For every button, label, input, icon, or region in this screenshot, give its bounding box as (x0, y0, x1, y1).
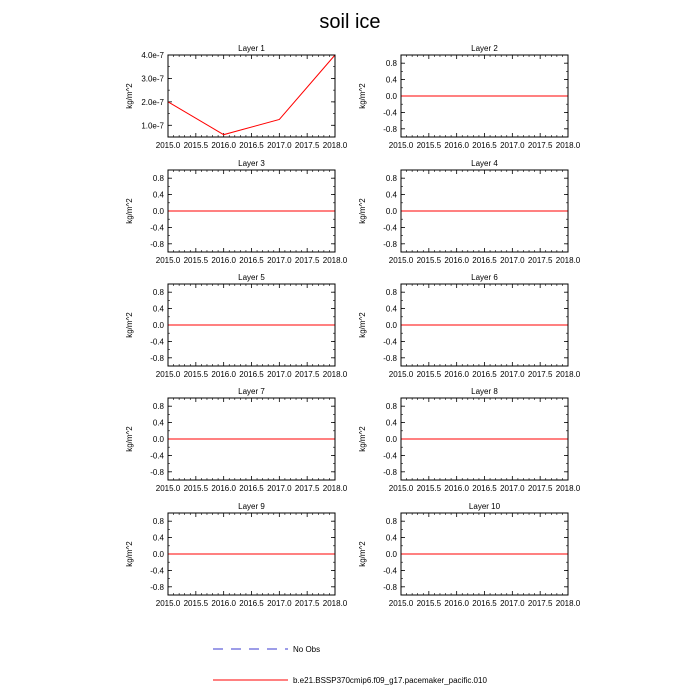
y-tick-label: 0.8 (152, 288, 164, 298)
x-tick-label: 2017.0 (267, 370, 292, 379)
y-tick-label: -0.4 (150, 451, 164, 461)
y-tick-label: 0.4 (385, 75, 397, 85)
panel-title: Layer 2 (471, 44, 498, 53)
y-tick-label: 0.0 (385, 435, 397, 444)
y-tick-label: 0.8 (385, 402, 397, 412)
y-tick-label: -0.8 (383, 467, 397, 477)
y-tick-label: -0.8 (150, 467, 164, 477)
y-tick-label: 0.0 (152, 207, 164, 216)
y-tick-label: 0.8 (152, 517, 164, 527)
x-tick-label: 2017.0 (267, 141, 292, 150)
y-tick-label: 0.4 (385, 418, 397, 428)
x-tick-label: 2017.0 (500, 484, 525, 493)
x-tick-label: 2016.5 (472, 141, 497, 150)
panel-title: Layer 7 (238, 387, 265, 396)
x-tick-label: 2017.5 (527, 256, 553, 265)
x-tick-label: 2015.5 (183, 484, 209, 493)
x-tick-label: 2016.5 (472, 256, 497, 265)
y-tick-label: -0.4 (383, 566, 397, 576)
x-tick-label: 2015.5 (416, 141, 442, 150)
x-tick-label: 2016.5 (239, 370, 264, 379)
x-tick-label: 2017.5 (527, 484, 553, 493)
x-tick-label: 2018.0 (555, 141, 581, 150)
y-tick-label: -0.8 (150, 582, 164, 592)
x-tick-label: 2015.0 (388, 599, 414, 608)
y-tick-label: 0.4 (152, 304, 164, 314)
x-tick-label: 2017.0 (267, 256, 292, 265)
x-tick-label: 2015.0 (388, 484, 414, 493)
y-tick-label: -0.8 (383, 582, 397, 592)
x-tick-label: 2015.5 (183, 141, 209, 150)
x-tick-label: 2015.5 (183, 599, 209, 608)
x-tick-label: 2016.5 (239, 599, 264, 608)
x-tick-label: 2016.0 (211, 141, 236, 150)
x-tick-label: 2015.5 (416, 599, 442, 608)
y-tick-label: -0.4 (383, 337, 397, 347)
y-tick-label: 0.8 (385, 174, 397, 184)
y-tick-label: 0.8 (152, 174, 164, 184)
x-tick-label: 2016.0 (211, 370, 236, 379)
y-tick-label: -0.4 (150, 337, 164, 347)
x-tick-label: 2015.0 (155, 256, 181, 265)
x-tick-label: 2015.0 (155, 484, 181, 493)
y-tick-label: 0.0 (152, 435, 164, 444)
y-tick-label: 0.4 (152, 418, 164, 428)
x-tick-label: 2018.0 (555, 484, 581, 493)
x-tick-label: 2015.0 (388, 370, 414, 379)
x-tick-label: 2017.0 (500, 599, 525, 608)
legend-label-model-run: b.e21.BSSP370cmip6.f09_g17.pacemaker_pacific.010 (293, 676, 487, 685)
x-tick-label: 2015.5 (416, 256, 442, 265)
x-tick-label: 2015.0 (155, 599, 181, 608)
x-tick-label: 2016.5 (472, 370, 497, 379)
x-tick-label: 2018.0 (322, 370, 348, 379)
panel-title: Layer 3 (238, 159, 265, 168)
panel-title: Layer 4 (471, 159, 498, 168)
x-tick-label: 2016.0 (444, 370, 469, 379)
y-axis-label: kg/m^2 (125, 541, 134, 567)
figure-title: soil ice (319, 11, 381, 33)
x-tick-label: 2016.0 (444, 599, 469, 608)
panel-title: Layer 9 (238, 502, 265, 511)
x-tick-label: 2015.5 (416, 370, 442, 379)
y-tick-label: 3.0e-7 (141, 74, 164, 84)
x-tick-label: 2016.0 (211, 484, 236, 493)
x-tick-label: 2018.0 (322, 484, 348, 493)
y-tick-label: 0.0 (152, 321, 164, 330)
x-tick-label: 2016.0 (444, 141, 469, 150)
y-tick-label: 0.0 (152, 550, 164, 559)
y-tick-label: -0.4 (383, 223, 397, 233)
x-tick-label: 2016.5 (239, 484, 264, 493)
x-tick-label: 2017.0 (267, 484, 292, 493)
y-tick-label: -0.8 (383, 353, 397, 363)
x-tick-label: 2016.0 (211, 599, 236, 608)
y-axis-label: kg/m^2 (358, 541, 367, 567)
y-tick-label: 0.0 (385, 92, 397, 101)
panel-title: Layer 8 (471, 387, 498, 396)
y-tick-label: 0.4 (385, 190, 397, 200)
y-tick-label: 0.8 (152, 402, 164, 412)
panel-title: Layer 5 (238, 273, 265, 282)
x-tick-label: 2015.0 (388, 256, 414, 265)
y-tick-label: 0.0 (385, 550, 397, 559)
x-tick-label: 2015.5 (183, 370, 209, 379)
x-tick-label: 2017.5 (294, 599, 320, 608)
y-axis-label: kg/m^2 (358, 198, 367, 224)
panel-title: Layer 6 (471, 273, 498, 282)
x-tick-label: 2016.5 (472, 484, 497, 493)
y-tick-label: 0.8 (385, 288, 397, 298)
x-tick-label: 2017.5 (294, 256, 320, 265)
x-tick-label: 2017.0 (267, 599, 292, 608)
x-tick-label: 2016.0 (211, 256, 236, 265)
x-tick-label: 2017.5 (527, 599, 553, 608)
y-tick-label: 0.4 (152, 190, 164, 200)
y-tick-label: 1.0e-7 (141, 121, 164, 131)
y-tick-label: 0.4 (385, 533, 397, 543)
y-tick-label: 0.4 (152, 533, 164, 543)
y-tick-label: 0.0 (385, 207, 397, 216)
y-axis-label: kg/m^2 (358, 426, 367, 452)
panel-title: Layer 1 (238, 44, 265, 53)
x-tick-label: 2017.5 (294, 370, 320, 379)
y-tick-label: -0.4 (383, 451, 397, 461)
x-tick-label: 2018.0 (322, 599, 348, 608)
x-tick-label: 2017.5 (527, 141, 553, 150)
x-tick-label: 2017.0 (500, 256, 525, 265)
legend-label-no-obs: No Obs (293, 645, 321, 654)
x-tick-label: 2015.5 (183, 256, 209, 265)
x-tick-label: 2016.0 (444, 256, 469, 265)
x-tick-label: 2015.0 (155, 370, 181, 379)
panel-title: Layer 10 (468, 502, 501, 511)
y-tick-label: -0.4 (383, 108, 397, 118)
y-tick-label: 0.8 (385, 59, 397, 69)
y-tick-label: 0.4 (385, 304, 397, 314)
x-tick-label: 2015.0 (155, 141, 181, 150)
x-tick-label: 2017.5 (294, 141, 320, 150)
x-tick-label: 2017.0 (500, 370, 525, 379)
y-axis-label: kg/m^2 (125, 426, 134, 452)
y-tick-label: -0.8 (150, 353, 164, 363)
y-tick-label: 2.0e-7 (141, 97, 164, 107)
y-axis-label: kg/m^2 (125, 312, 134, 338)
y-tick-label: -0.4 (150, 223, 164, 233)
y-tick-label: -0.4 (150, 566, 164, 576)
y-tick-label: 0.0 (385, 321, 397, 330)
y-axis-label: kg/m^2 (125, 83, 134, 109)
x-tick-label: 2018.0 (555, 370, 581, 379)
y-tick-label: -0.8 (150, 239, 164, 249)
x-tick-label: 2016.0 (444, 484, 469, 493)
x-tick-label: 2018.0 (322, 256, 348, 265)
x-tick-label: 2015.5 (416, 484, 442, 493)
y-axis-label: kg/m^2 (125, 198, 134, 224)
y-tick-label: -0.8 (383, 124, 397, 134)
x-tick-label: 2016.5 (472, 599, 497, 608)
x-tick-label: 2015.0 (388, 141, 414, 150)
x-tick-label: 2017.0 (500, 141, 525, 150)
x-tick-label: 2016.5 (239, 141, 264, 150)
y-tick-label: 4.0e-7 (141, 51, 164, 60)
x-tick-label: 2018.0 (322, 141, 348, 150)
x-tick-label: 2016.5 (239, 256, 264, 265)
x-tick-label: 2017.5 (527, 370, 553, 379)
x-tick-label: 2017.5 (294, 484, 320, 493)
x-tick-label: 2018.0 (555, 256, 581, 265)
y-axis-label: kg/m^2 (358, 312, 367, 338)
y-tick-label: -0.8 (383, 239, 397, 249)
x-tick-label: 2018.0 (555, 599, 581, 608)
y-tick-label: 0.8 (385, 517, 397, 527)
y-axis-label: kg/m^2 (358, 83, 367, 109)
